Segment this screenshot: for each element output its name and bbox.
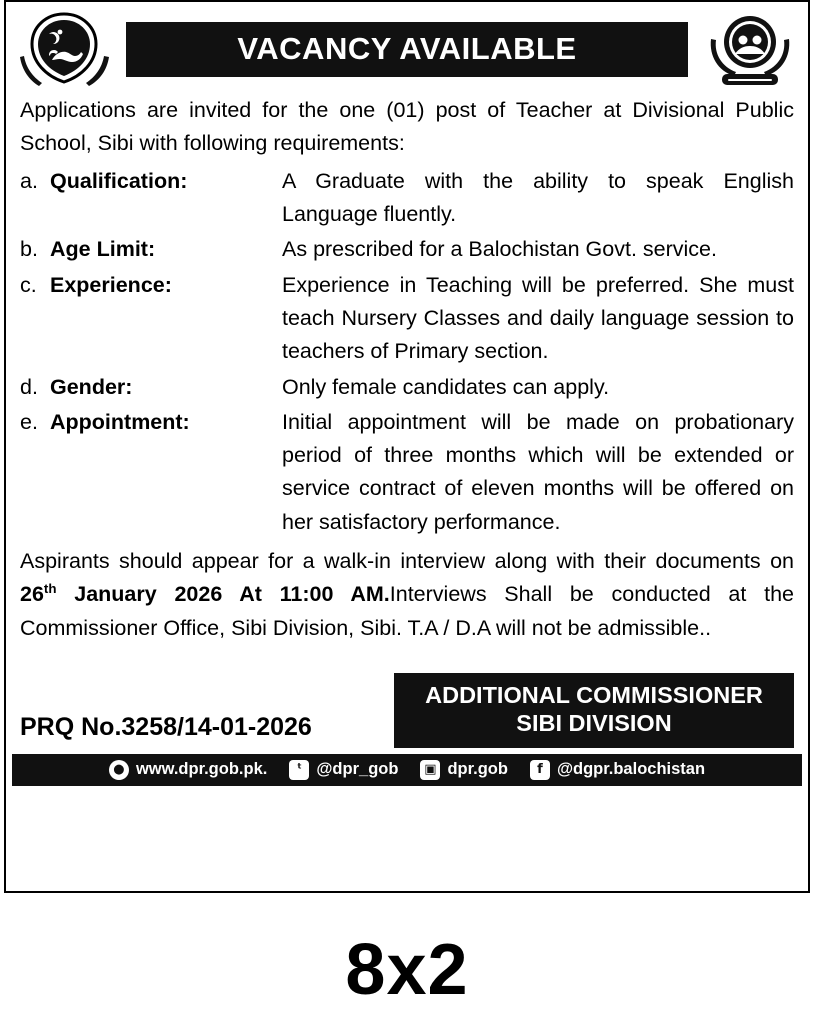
table-row bbox=[20, 165, 794, 234]
globe-icon: ● bbox=[109, 760, 129, 780]
row-letter: d. bbox=[20, 374, 38, 399]
table-row bbox=[20, 269, 794, 371]
table-row bbox=[20, 371, 794, 406]
interview-date-suffix: th bbox=[43, 581, 57, 597]
ad-body bbox=[6, 94, 808, 645]
facebook-icon: f bbox=[530, 760, 550, 780]
facebook-label: @dgpr.balochistan bbox=[556, 760, 706, 779]
instagram-label: dpr.gob bbox=[447, 760, 508, 779]
interview-date-day: 26 bbox=[20, 582, 44, 607]
row-value: Initial appointment will be made on probationary period of three months which will be extended or service contract of eleven months will be offered on her satisfactory performance. bbox=[282, 409, 794, 534]
intro-paragraph: Applications are invited for the one (01) post of Teacher at Divisional Public School, Sibi with following requirements: bbox=[20, 98, 794, 156]
row-label: Gender: bbox=[50, 374, 133, 399]
row-value: A Graduate with the ability to speak English Language fluently. bbox=[282, 168, 794, 226]
page-title: VACANCY AVAILABLE bbox=[126, 22, 688, 77]
ad-header bbox=[6, 2, 808, 92]
row-letter: e. bbox=[20, 409, 38, 434]
website-label: www.dpr.gob.pk. bbox=[135, 760, 268, 779]
signoff-line-2: SIBI DIVISION bbox=[516, 710, 672, 737]
requirements-table bbox=[20, 165, 794, 541]
advertisement-card bbox=[4, 0, 810, 893]
prq-number: PRQ No.3258/14-01-2026 bbox=[20, 712, 312, 741]
signoff-block bbox=[394, 673, 794, 748]
row-label: Age Limit: bbox=[50, 237, 156, 262]
row-letter: b. bbox=[20, 237, 38, 262]
signoff-line-1: ADDITIONAL COMMISSIONER bbox=[425, 681, 763, 708]
twitter-link[interactable] bbox=[289, 760, 398, 780]
closing-paragraph bbox=[20, 545, 794, 645]
closing-text-part1: Aspirants should appear for a walk-in interview along with their documents on bbox=[20, 549, 794, 574]
ad-footer bbox=[6, 667, 808, 748]
divisional-public-school-emblem bbox=[702, 10, 798, 88]
balochistan-police-emblem bbox=[16, 10, 112, 88]
instagram-icon: ▣ bbox=[420, 760, 440, 780]
interview-date-time: January 2026 At 11:00 AM. bbox=[56, 582, 390, 607]
social-bar bbox=[12, 754, 802, 786]
row-letter: c. bbox=[20, 272, 37, 297]
row-value: As prescribed for a Balochistan Govt. service. bbox=[282, 237, 717, 262]
row-value: Experience in Teaching will be preferred. She must teach Nursery Classes and daily language session to teachers of Primary section. bbox=[282, 272, 794, 364]
table-row bbox=[20, 233, 794, 268]
row-label: Experience: bbox=[50, 272, 172, 297]
row-label: Appointment: bbox=[50, 409, 190, 434]
row-value: Only female candidates can apply. bbox=[282, 374, 610, 399]
twitter-label: @dpr_gob bbox=[316, 760, 399, 779]
instagram-link[interactable] bbox=[420, 760, 508, 780]
facebook-link[interactable] bbox=[530, 760, 705, 780]
ad-size-note: 8x2 bbox=[345, 930, 469, 1010]
table-row bbox=[20, 406, 794, 541]
twitter-icon: ᵗ bbox=[289, 760, 309, 780]
website-link[interactable] bbox=[109, 760, 267, 780]
row-letter: a. bbox=[20, 168, 38, 193]
closing-text-part2: Interviews Shall be conducted at the Commissioner Office, Sibi Division, Sibi. T.A / D.A will not be admissible.. bbox=[20, 582, 794, 640]
row-label: Qualification: bbox=[50, 168, 188, 193]
